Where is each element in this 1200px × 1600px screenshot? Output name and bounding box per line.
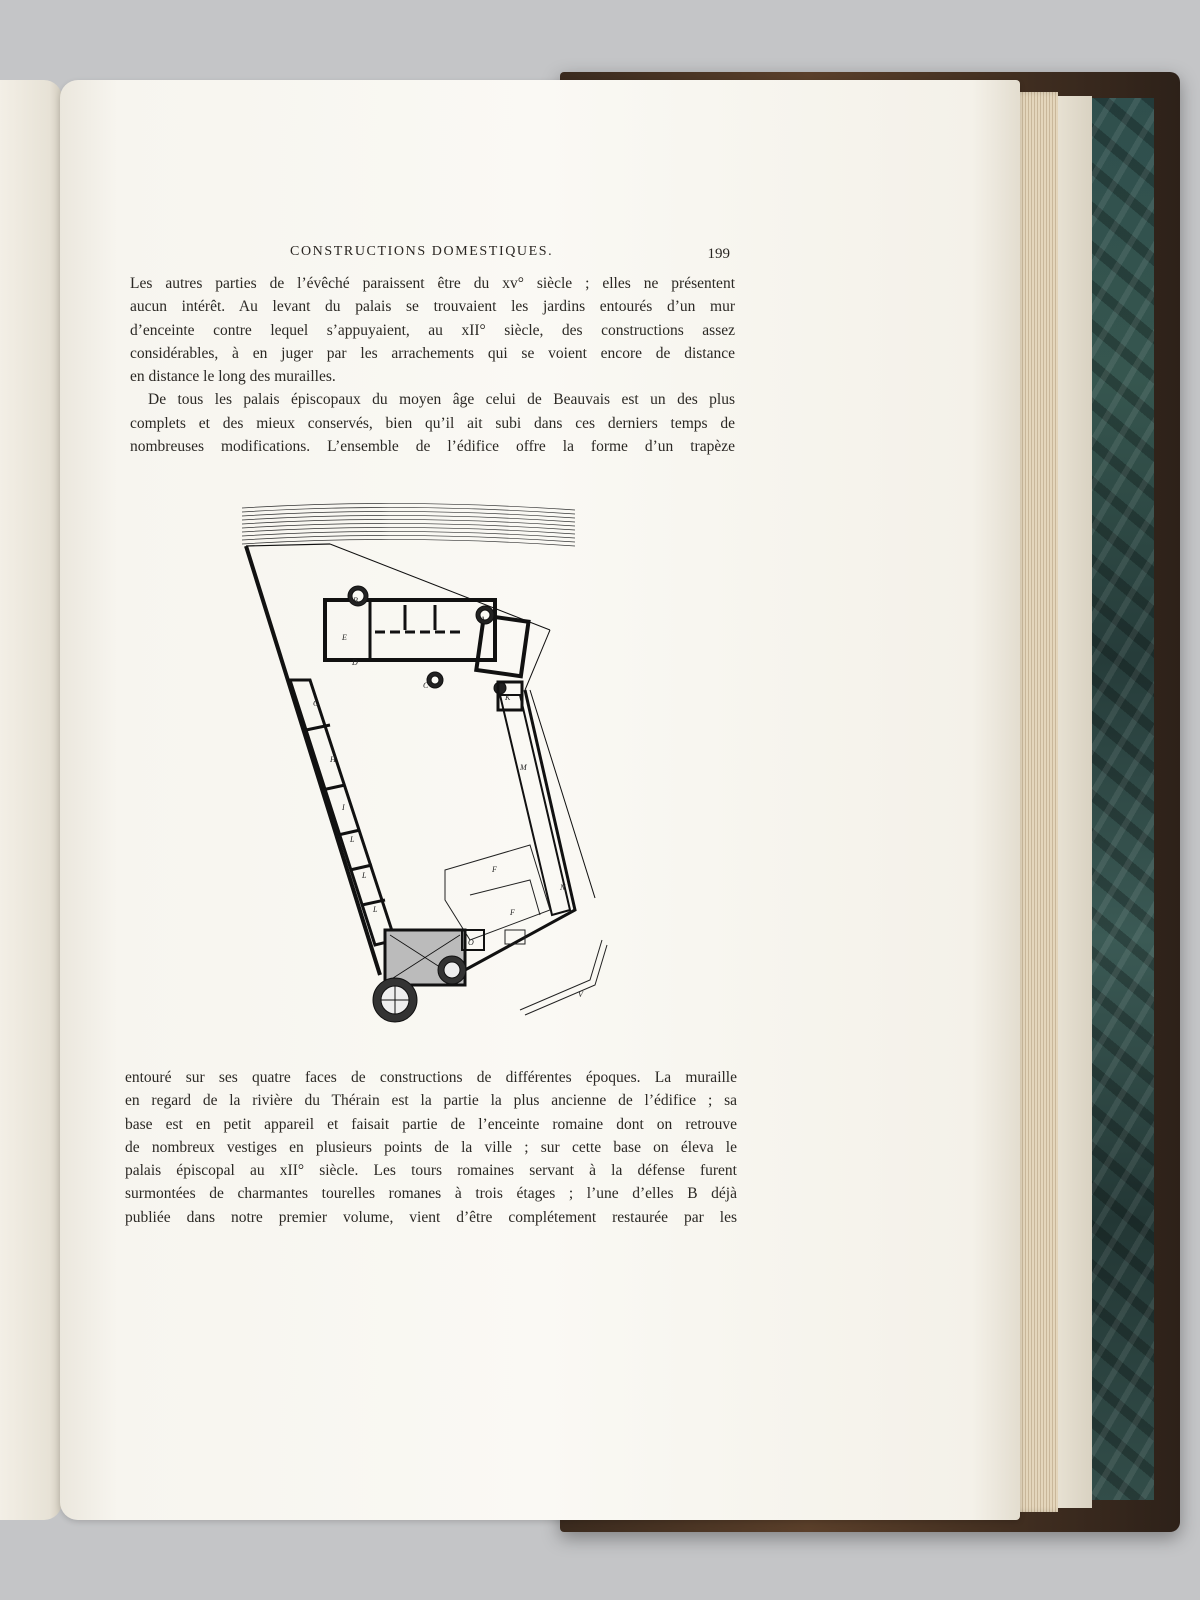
text-line: en distance le long des murailles. xyxy=(130,368,336,386)
text-line: d’enceinte contre lequel s’appuyaient, au xII° siècle, des constructions assez xyxy=(130,321,735,339)
text-line: surmontées de charmantes tourelles romanes à trois étages ; l’une d’elles B déjà xyxy=(125,1185,737,1203)
label-i: I xyxy=(342,803,345,812)
label-f-1: F xyxy=(492,865,497,874)
river-hatching xyxy=(242,503,575,546)
label-a: A xyxy=(480,615,485,624)
running-title: CONSTRUCTIONS DOMESTIQUES. xyxy=(290,244,554,259)
text-line: entouré sur ses quatre faces de constructions de différentes époques. La muraille xyxy=(125,1069,737,1086)
text-line: base est en petit appareil et faisait partie de l’enceinte romaine dont on retrouve xyxy=(125,1115,737,1133)
label-e: E xyxy=(342,633,347,642)
east-range xyxy=(498,682,570,915)
text-line: considérables, à en juger par les arrachements qui se voient encore de distance xyxy=(130,344,735,362)
text-line: De tous les palais épiscopaux du moyen âge celui de Beauvais est un des plus xyxy=(148,391,735,409)
label-o: O xyxy=(468,938,474,947)
label-f-2: F xyxy=(510,908,515,917)
text-line: complets et des mieux conservés, bien qu’il ait subi dans ces derniers temps de xyxy=(130,414,735,432)
label-g: G xyxy=(313,699,319,708)
label-v: V xyxy=(578,990,583,999)
text-line: en regard de la rivière du Thérain est la partie la plus ancienne de l’édifice ; sa xyxy=(125,1092,737,1110)
text-line: aucun intérêt. Au levant du palais se trouvaient les jardins entourés d’un mur xyxy=(130,298,735,316)
marbled-board xyxy=(1082,98,1154,1500)
text-line: Les autres parties de l’évêché paraissent être du xv° siècle ; elles ne présentent xyxy=(130,275,735,292)
label-k: K xyxy=(505,693,511,702)
text-line: nombreuses modifications. L’ensemble de l’édifice offre la forme d’un trapèze xyxy=(130,438,735,456)
west-range xyxy=(290,680,395,945)
label-n: N xyxy=(560,883,566,892)
text-block-top xyxy=(130,272,735,458)
page-header xyxy=(130,244,730,268)
page-number: 199 xyxy=(707,246,730,262)
plan-drawing xyxy=(230,500,630,1040)
text-line: de nombreux vestiges en plusieurs points de la ville ; sur cette base on éleva le xyxy=(125,1138,737,1156)
label-m: M xyxy=(520,763,527,772)
text-line: publiée dans notre premier volume, vient d’être complétement restaurée par les xyxy=(125,1208,737,1226)
text-line: palais épiscopal au xII° siècle. Les tours romaines servant à la défense furent xyxy=(125,1162,737,1180)
label-l-2: L xyxy=(362,871,367,880)
label-h: H xyxy=(330,755,336,764)
label-c: C xyxy=(423,681,429,690)
palace-plan-figure xyxy=(230,500,630,1040)
label-l-3: L xyxy=(373,905,378,914)
label-d: D xyxy=(352,658,358,667)
text-block-bottom xyxy=(125,1066,737,1229)
label-b: B xyxy=(353,596,358,605)
label-l-1: L xyxy=(350,835,355,844)
left-page-edge xyxy=(0,80,62,1520)
outer-walls xyxy=(246,544,595,975)
southeast-wall-fragment xyxy=(520,940,607,1015)
